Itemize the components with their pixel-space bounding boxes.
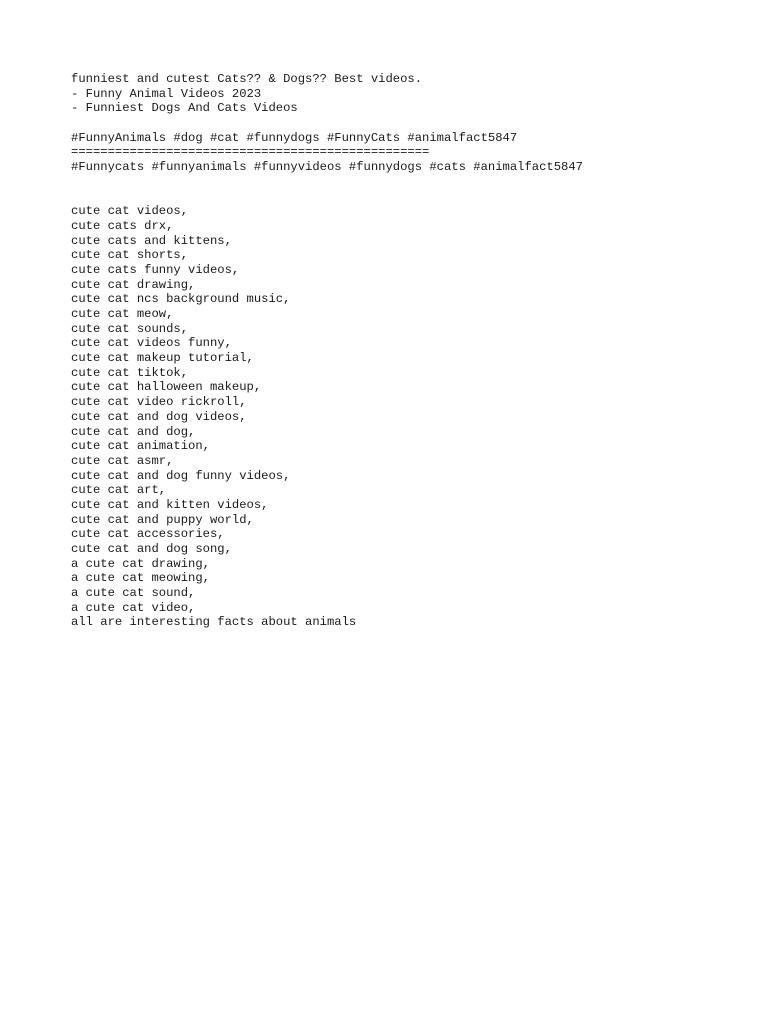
keyword-line: cute cat and kitten videos,	[71, 497, 269, 512]
keyword-line: cute cat makeup tutorial,	[71, 351, 254, 366]
keyword-line: cute cat shorts,	[71, 248, 189, 263]
keyword-line: cute cat sounds,	[71, 321, 189, 336]
keyword-line: a cute cat drawing,	[71, 556, 210, 571]
keyword-line: cute cat animation,	[71, 439, 210, 454]
keyword-line: cute cats funny videos,	[71, 262, 240, 277]
hashtag-line: #Funnycats #funnyanimals #funnyvideos #funnydogs #cats #animalfact5847	[71, 160, 583, 175]
keyword-line: cute cats and kittens,	[71, 233, 232, 248]
blank-line	[71, 190, 751, 205]
hashtag-line: #FunnyAnimals #dog #cat #funnydogs #FunnyCats #animalfact5847	[71, 130, 518, 145]
keyword-line: cute cat and dog song,	[71, 542, 232, 556]
keyword-line: cute cat and dog,	[71, 424, 196, 439]
title-line: funniest and cutest Cats?? & Dogs?? Best videos.	[71, 72, 423, 86]
keyword-line: cute cat video rickroll,	[71, 395, 247, 410]
keyword-line: cute cats drx,	[71, 218, 174, 233]
keyword-line: cute cat art,	[71, 483, 167, 498]
keyword-line: cute cat halloween makeup,	[71, 380, 262, 395]
blank-line	[71, 116, 751, 131]
keyword-line: cute cat drawing,	[71, 277, 196, 292]
keyword-line: a cute cat meowing,	[71, 571, 210, 586]
keyword-line: cute cat and dog funny videos,	[71, 468, 291, 483]
keyword-line: all are interesting facts about animals	[71, 615, 357, 630]
document-page	[71, 72, 751, 630]
keyword-line: a cute cat video,	[71, 600, 196, 615]
subtitle-line: - Funny Animal Videos 2023	[71, 86, 262, 101]
keyword-line: cute cat videos funny,	[71, 336, 232, 351]
keyword-line: cute cat asmr,	[71, 453, 174, 468]
blank-line	[71, 175, 751, 190]
keyword-line: cute cat and dog videos,	[71, 409, 247, 424]
keyword-line: a cute cat sound,	[71, 586, 196, 601]
subtitle-line: - Funniest Dogs And Cats Videos	[71, 101, 298, 116]
keyword-line: cute cat ncs background music,	[71, 292, 291, 307]
keyword-list	[71, 204, 751, 630]
keyword-line: cute cat videos,	[71, 204, 189, 219]
keyword-line: cute cat and puppy world,	[71, 512, 254, 527]
divider-line: =================================================	[71, 145, 430, 160]
keyword-line: cute cat tiktok,	[71, 365, 189, 380]
keyword-line: cute cat accessories,	[71, 527, 225, 542]
keyword-line: cute cat meow,	[71, 307, 174, 321]
